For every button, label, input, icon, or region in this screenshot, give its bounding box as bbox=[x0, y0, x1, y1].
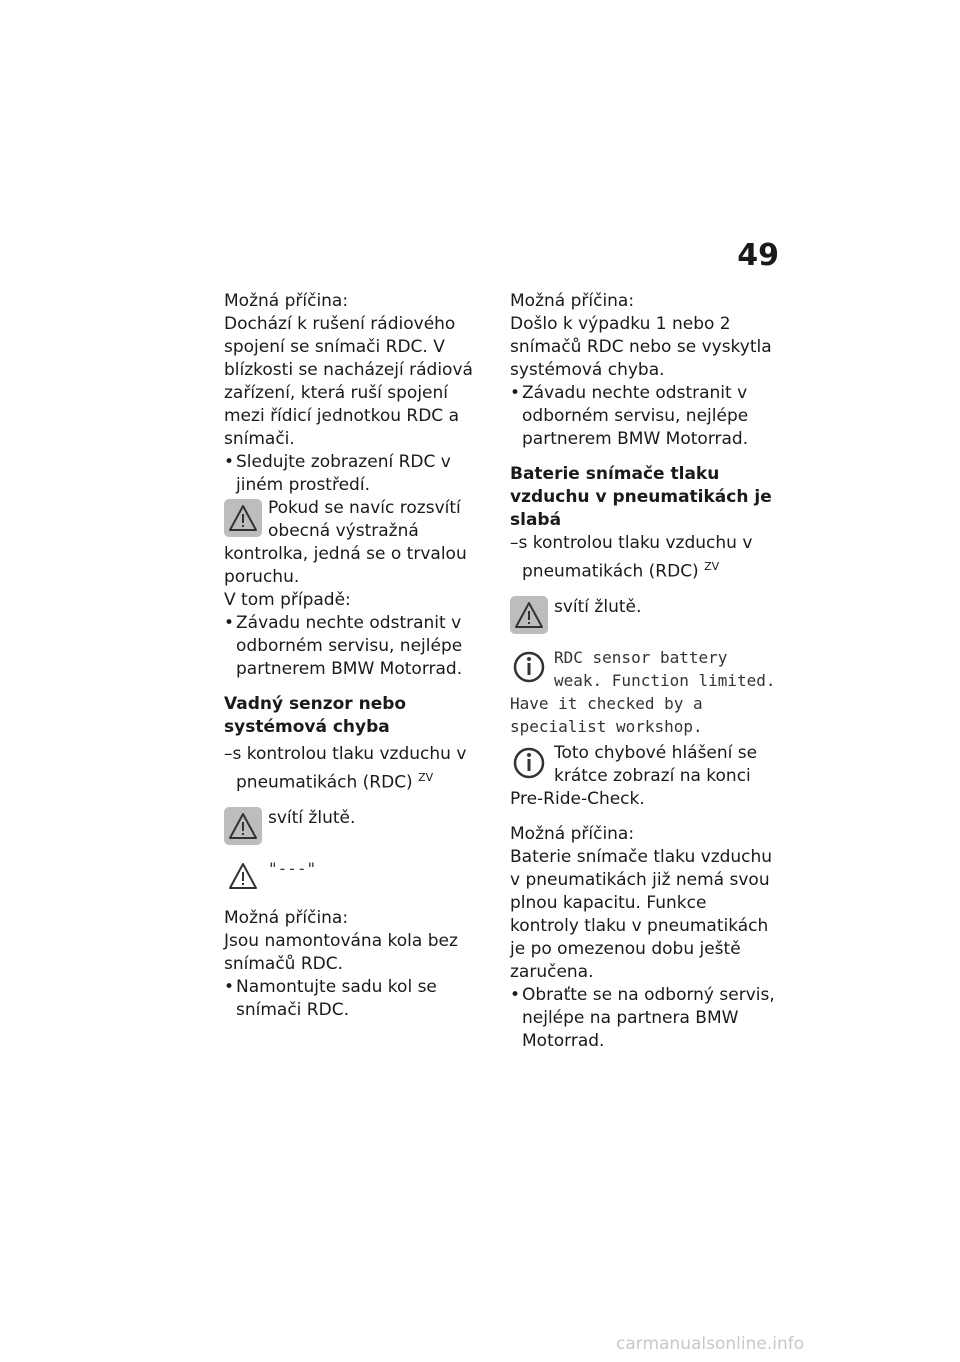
warning-note-text: Pokud se navíc rozsvítí obecná výstražná kontrolka, jedná se o trvalou poruchu. bbox=[224, 498, 467, 587]
section-heading: Vadný senzor nebo systémová chyba bbox=[224, 694, 407, 737]
cause-text: Došlo k výpadku 1 nebo 2 snímačů RDC nebo se vyskytla systémová chyba. bbox=[510, 314, 772, 380]
display-message: RDC sensor battery weak. Function limited. Have it checked by a specialist workshop. bbox=[510, 647, 776, 736]
section-heading: Baterie snímače tlaku vzduchu v pneumatikách je slabá bbox=[510, 464, 772, 530]
bullet-item: • Obraťte se na odborný servis, nejlépe na partnera BMW Motorrad. bbox=[510, 984, 780, 1053]
cause-label: Možná příčina: bbox=[224, 907, 349, 928]
message-block bbox=[510, 646, 780, 738]
info-icon bbox=[510, 744, 548, 782]
right-column bbox=[510, 290, 780, 1053]
left-column bbox=[224, 290, 494, 1022]
zv-superscript: ZV bbox=[704, 560, 720, 573]
info-note-text: Toto chybové hlášení se krátce zobrazí na konci Pre-Ride-Check. bbox=[510, 742, 758, 809]
display-row bbox=[224, 857, 494, 895]
lights-text: svítí žlutě. bbox=[554, 596, 642, 617]
bullet-item: • Sledujte zobrazení RDC v jiném prostředí. bbox=[224, 451, 494, 497]
warning-row bbox=[224, 807, 494, 845]
cause-label: Možná příčina: bbox=[510, 823, 635, 844]
bullet-item: • Namontujte sadu kol se snímači RDC. bbox=[224, 976, 494, 1022]
warning-triangle-icon bbox=[510, 596, 548, 634]
page-number: 49 bbox=[737, 238, 779, 273]
lights-text: svítí žlutě. bbox=[268, 807, 356, 828]
warning-triangle-icon bbox=[224, 807, 262, 845]
info-icon bbox=[510, 648, 548, 686]
cause-label: Možná příčina: bbox=[510, 291, 635, 311]
condition-line bbox=[510, 532, 780, 584]
watermark: carmanualsonline.info bbox=[616, 1334, 805, 1354]
warning-triangle-icon bbox=[224, 857, 262, 895]
warning-note bbox=[224, 497, 494, 589]
condition-line bbox=[224, 743, 494, 795]
cause-text: Jsou namontována kola bez snímačů RDC. bbox=[224, 930, 458, 974]
bullet-item: • Závadu nechte odstranit v odborném servisu, nejlépe partnerem BMW Motorrad. bbox=[510, 382, 780, 451]
warning-triangle-icon bbox=[224, 499, 262, 537]
condition-text: –s kontrolou tlaku vzduchu v pneumatikách (RDC) bbox=[224, 744, 467, 793]
cause-text: Dochází k rušení rádiového spojení se snímači RDC. V blízkosti se nacházejí rádiová zařízení, která ruší spojení mezi řídicí jednotkou RDC a snímači. bbox=[224, 314, 473, 449]
cause-text: Baterie snímače tlaku vzduchu v pneumatikách již nemá svou plnou kapacitu. Funkce kontroly tlaku v pneumatikách je po omezenou dobu ještě zaručena. bbox=[510, 846, 773, 982]
cause-label: Možná příčina: bbox=[224, 291, 349, 311]
info-note bbox=[510, 742, 780, 811]
bullet-item: • Závadu nechte odstranit v odborném servisu, nejlépe partnerem BMW Motorrad. bbox=[224, 612, 494, 681]
zv-superscript: ZV bbox=[418, 771, 434, 784]
warning-row bbox=[510, 596, 780, 634]
case-text: V tom případě: bbox=[224, 590, 351, 610]
display-text: "‑‑‑" bbox=[268, 858, 317, 878]
condition-text: –s kontrolou tlaku vzduchu v pneumatikách (RDC) bbox=[510, 533, 753, 582]
